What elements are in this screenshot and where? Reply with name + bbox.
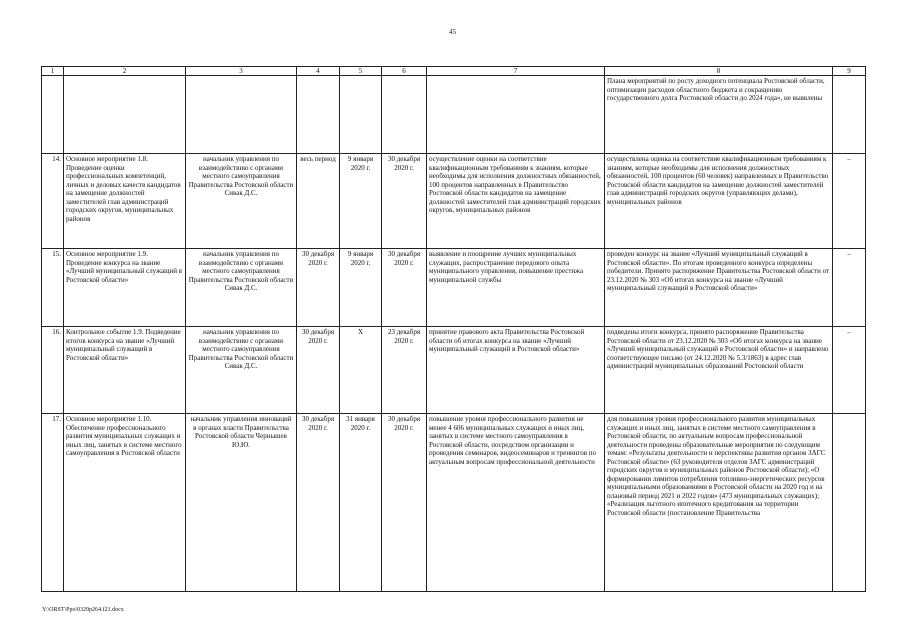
expected-result	[427, 76, 605, 154]
table-row	[42, 249, 866, 327]
start-date: 9 января 2020 г.	[340, 249, 382, 327]
note-cell: –	[833, 327, 866, 414]
actual-result: подведены итоги конкурса, принято распоряжение Правительства Ростовской области от 23.12.2020 № 303 «Об итогах конкурса на звание «Лучший муниципальный служащий в Ростовской области» и направлено соответствующее письмо (от 24.12.2020 № 5.3/1863) в адрес глав администраций муниципальных образований Ростовской области	[605, 327, 833, 414]
column-number: 4	[297, 67, 340, 76]
column-number-row	[42, 67, 866, 76]
implementation-term: весь период	[297, 154, 340, 249]
table-row	[42, 327, 866, 414]
end-date: 30 декабря 2020 г.	[382, 414, 427, 592]
row-number	[42, 76, 64, 154]
actual-result: проведен конкурс на звание «Лучший муниципальный служащий в Ростовской области». По итогам проведенного конкурса определены победители. Принято распоряжение Правительства Ростовской области от 23.12.2020 № 303 «Об итогах конкурса на звание «Лучший муниципальный служащий в Ростовской области»	[605, 249, 833, 327]
column-number: 1	[42, 67, 64, 76]
table-row	[42, 154, 866, 249]
measure-name: Основное мероприятие 1.8. Проведение оценки профессиональных компетенций, личных и деловых качеств кандидатов на замещение должностей заместителей глав администраций городских округов, муниципальных районов	[64, 154, 186, 249]
page-number: 45	[449, 28, 456, 36]
note-cell	[833, 76, 866, 154]
column-number: 2	[64, 67, 186, 76]
document-path: Y:\ORST\Ppo\0329p264.f21.docx	[42, 607, 124, 613]
expected-result: осуществление оценки на соответствие квалификационным требованиям к знаниям, которые необходимы для исполнения должностных обязанностей, 100 процентов направленных в Правительство Ростовской области кандидатов на замещение должностей заместителей глав администраций городских округов, муниципальных районов	[427, 154, 605, 249]
column-number: 9	[833, 67, 866, 76]
responsible-executor: начальник управления по взаимодействию с органами местного самоуправления Правительства Ростовской области Сивак Д.С.	[186, 154, 297, 249]
column-number: 7	[427, 67, 605, 76]
measure-name	[64, 76, 186, 154]
report-table	[41, 66, 866, 592]
column-number: 8	[605, 67, 833, 76]
start-date: X	[340, 327, 382, 414]
column-number: 6	[382, 67, 427, 76]
measure-name: Основное мероприятие 1.9. Проведение конкурса на звание «Лучший муниципальный служащий в Ростовской области»	[64, 249, 186, 327]
implementation-term: 30 декабря 2020 г.	[297, 249, 340, 327]
note-cell: –	[833, 154, 866, 249]
row-number: 17.	[42, 414, 64, 592]
responsible-executor: начальник управления по взаимодействию с органами местного самоуправления Правительства Ростовской области Сивак Д.С.	[186, 327, 297, 414]
implementation-term: 30 декабря 2020 г.	[297, 414, 340, 592]
expected-result: принятие правового акта Правительства Ростовской области об итогах конкурса на звание «Лучший муниципальный служащий в Ростовской области»	[427, 327, 605, 414]
actual-result: осуществлена оценка на соответствие квалификационным требованиям к знаниям, которые необходимы для исполнения должностных обязанностей, 100 процентов (60 человек) направленных в Правительство Ростовской области кандидатов на замещение должностей заместителей глав администраций городских округов (управляющих делами), муниципальных районов	[605, 154, 833, 249]
measure-name: Контрольное событие 1.9. Подведение итогов конкурса на звание «Лучший муниципальный служащий в Ростовской области»	[64, 327, 186, 414]
note-cell: –	[833, 249, 866, 327]
column-number: 5	[340, 67, 382, 76]
start-date	[340, 76, 382, 154]
start-date: 31 января 2020 г.	[340, 414, 382, 592]
row-number: 14.	[42, 154, 64, 249]
implementation-term: 30 декабря 2020 г.	[297, 327, 340, 414]
actual-result: Плана мероприятий по росту доходного потенциала Ростовской области, оптимизации расходов областного бюджета и сокращению государственного долга Ростовской области до 2024 года», не выявлены	[605, 76, 833, 154]
responsible-executor: начальник управления инноваций в органах власти Правительства Ростовской области Чернышев Ю.Ю.	[186, 414, 297, 592]
responsible-executor: начальник управления по взаимодействию с органами местного самоуправления Правительства Ростовской области Сивак Д.С.	[186, 249, 297, 327]
actual-result: для повышения уровня профессионального развития муниципальных служащих и иных лиц, занятых в системе местного самоуправления в Ростовской области, по актуальным вопросам профессиональной деятельности проведены образовательные мероприятия по следующим темам: «Результаты деятельности и перспективы развития органов ЗАГС Ростовской области» (63 руководителя отделов ЗАГС администраций городских округов и муниципальных районов Ростовской области); «О формировании лимитов потребления топливно-энергетических ресурсов муниципальными образованиями в Ростовской области на 2020 год и на плановый период 2021 и 2022 годов» (473 муниципальных служащих); «Реализация льготного ипотечного кредитования на территории Ростовской области (постановление Правительства	[605, 414, 833, 592]
end-date	[382, 76, 427, 154]
end-date: 23 декабря 2020 г.	[382, 327, 427, 414]
end-date: 30 декабря 2020 г.	[382, 249, 427, 327]
row-number: 16.	[42, 327, 64, 414]
expected-result: повышение уровня профессионального развития не менее 4 606 муниципальных служащих и иных лиц, занятых в системе местного самоуправления в Ростовской области, посредством организации и проведения семинаров, видеосеминаров и тренингов по актуальным вопросам профессиональной деятельности	[427, 414, 605, 592]
responsible-executor	[186, 76, 297, 154]
table-row	[42, 414, 866, 592]
start-date: 9 января 2020 г.	[340, 154, 382, 249]
implementation-term	[297, 76, 340, 154]
note-cell	[833, 414, 866, 592]
column-number: 3	[186, 67, 297, 76]
table-row	[42, 76, 866, 154]
row-number: 15.	[42, 249, 64, 327]
expected-result: выявление и поощрение лучших муниципальных служащих, распространение передового опыта муниципального управления, повышение престижа муниципальной службы	[427, 249, 605, 327]
end-date: 30 декабря 2020 г.	[382, 154, 427, 249]
measure-name: Основное мероприятие 1.10. Обеспечение профессионального развития муниципальных служащих и иных лиц, занятых в системе местного самоуправления в Ростовской области	[64, 414, 186, 592]
